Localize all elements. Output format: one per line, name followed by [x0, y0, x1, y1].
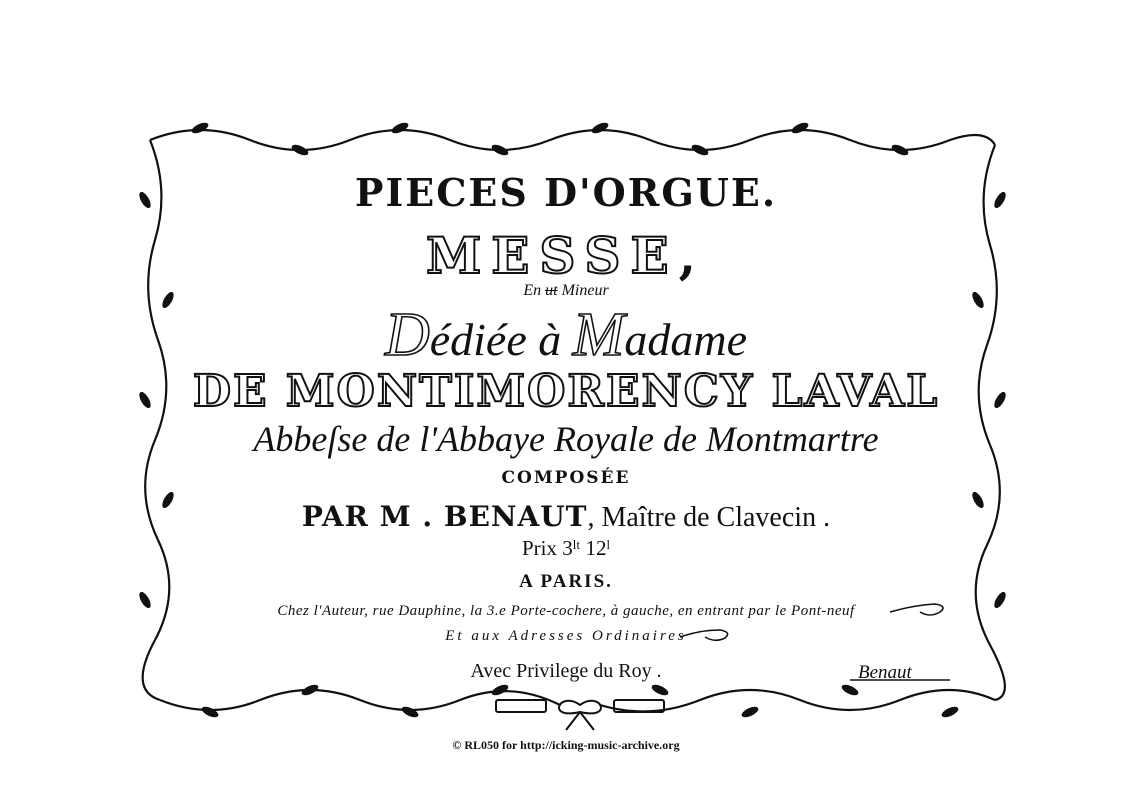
key-ut: ut — [545, 282, 558, 299]
key-en: En — [523, 282, 542, 299]
privilege-line: Avec Privilege du Roy . — [470, 660, 662, 682]
price-line: Prix 3ˡᵗ 12ˡ — [522, 536, 610, 560]
adresses-line: Et aux Adresses Ordinaires — [445, 628, 687, 644]
key-mineur: Mineur — [561, 282, 609, 299]
dedie-initial: D — [384, 301, 430, 369]
a-paris-line: A PARIS. — [519, 571, 613, 592]
key-subtitle — [0, 282, 1132, 300]
composee-label: COMPOSÉE — [501, 468, 631, 488]
ribbon-bow-icon — [496, 700, 664, 730]
messe-word: MESSE — [425, 226, 679, 285]
dedication-line — [0, 300, 1132, 371]
signature: Benaut — [858, 662, 912, 683]
copyright-footer: © RL050 for http://icking-music-archive.org — [452, 738, 680, 752]
title-messe — [0, 226, 1132, 285]
composer-name: PAR M . BENAUT — [301, 500, 588, 533]
composer-line — [0, 500, 1132, 534]
messe-comma: , — [678, 226, 707, 285]
madame-text: adame — [624, 314, 748, 365]
abbesse-line: Abbeſse de l'Abbaye Royale de Montmartre — [253, 419, 879, 459]
composer-title: , Maître de Clavecin . — [587, 502, 831, 533]
dedicatee-name: DE MONTIMORENCY LAVAL — [192, 366, 940, 417]
address-line: Chez l'Auteur, rue Dauphine, la 3.e Porte-cochere, à gauche, en entrant par le Pont-neuf — [277, 603, 855, 619]
dedie-text: édiée à — [429, 314, 562, 365]
madame-initial: M — [572, 301, 625, 369]
title-pieces-dorgue: PIECES D'ORGUE. — [354, 170, 778, 215]
